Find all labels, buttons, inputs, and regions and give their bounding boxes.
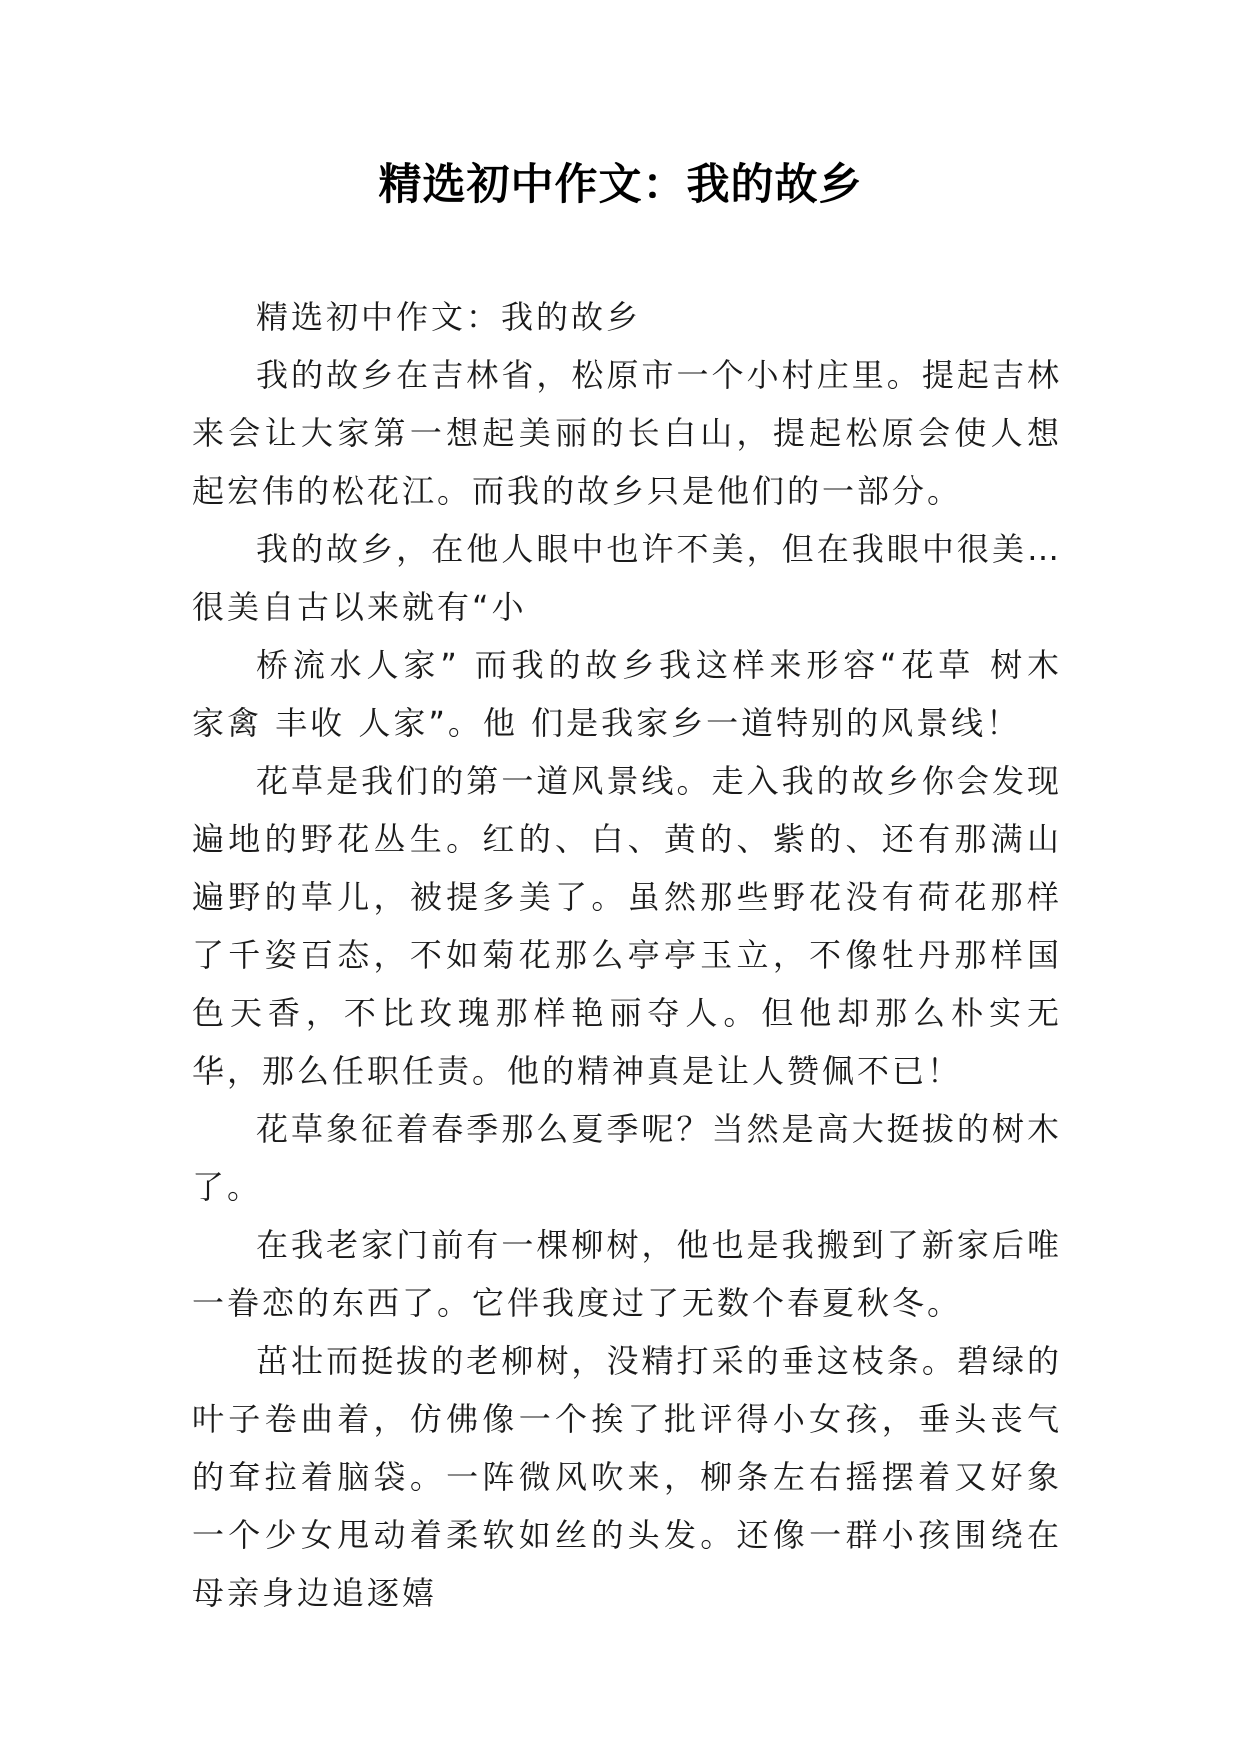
document-title: 精选初中作文：我的故乡 xyxy=(378,160,863,210)
paragraph: 精选初中作文：我的故乡 xyxy=(256,298,642,336)
paragraph: 我的故乡在吉林省，松原市一个小村庄里。提起吉林来会让大家第一想起美丽的长白山，提起松原会使人想起宏伟的松花江。而我的故乡只是他们的一部分。 xyxy=(192,356,1062,510)
paragraph: 花草象征着春季那么夏季呢？当然是高大挺拔的树木了。 xyxy=(192,1110,1062,1206)
paragraph: 我的故乡，在他人眼中也许不美，但在我眼中很美…很美自古以来就有“小 xyxy=(192,530,1062,626)
paragraph: 茁壮而挺拔的老柳树，没精打采的垂这枝条。碧绿的叶子卷曲着，仿佛像一个挨了批评得小女孩，垂头丧气的耷拉着脑袋。一阵微风吹来，柳条左右摇摆着又好象一个少女甩动着柔软如丝的头发。还像一群小孩围绕在母亲身边追逐嬉 xyxy=(192,1342,1062,1612)
paragraph: 桥流水人家” 而我的故乡我这样来形容“花草 树木 家禽 丰收 人家”。他 们是我家乡一道特别的风景线！ xyxy=(192,646,1062,742)
paragraph: 花草是我们的第一道风景线。走入我的故乡你会发现遍地的野花丛生。红的、白、黄的、紫的、还有那满山遍野的草儿，被提多美了。虽然那些野花没有荷花那样了千姿百态，不如菊花那么亭亭玉立，不像牡丹那样国色天香，不比玫瑰那样艳丽夺人。但他却那么朴实无华，那么任职任责。他的精神真是让人赞佩不已！ xyxy=(192,762,1062,1090)
document-body xyxy=(192,288,1062,1622)
paragraph: 在我老家门前有一棵柳树，他也是我搬到了新家后唯一眷恋的东西了。它伴我度过了无数个春夏秋冬。 xyxy=(192,1226,1062,1322)
